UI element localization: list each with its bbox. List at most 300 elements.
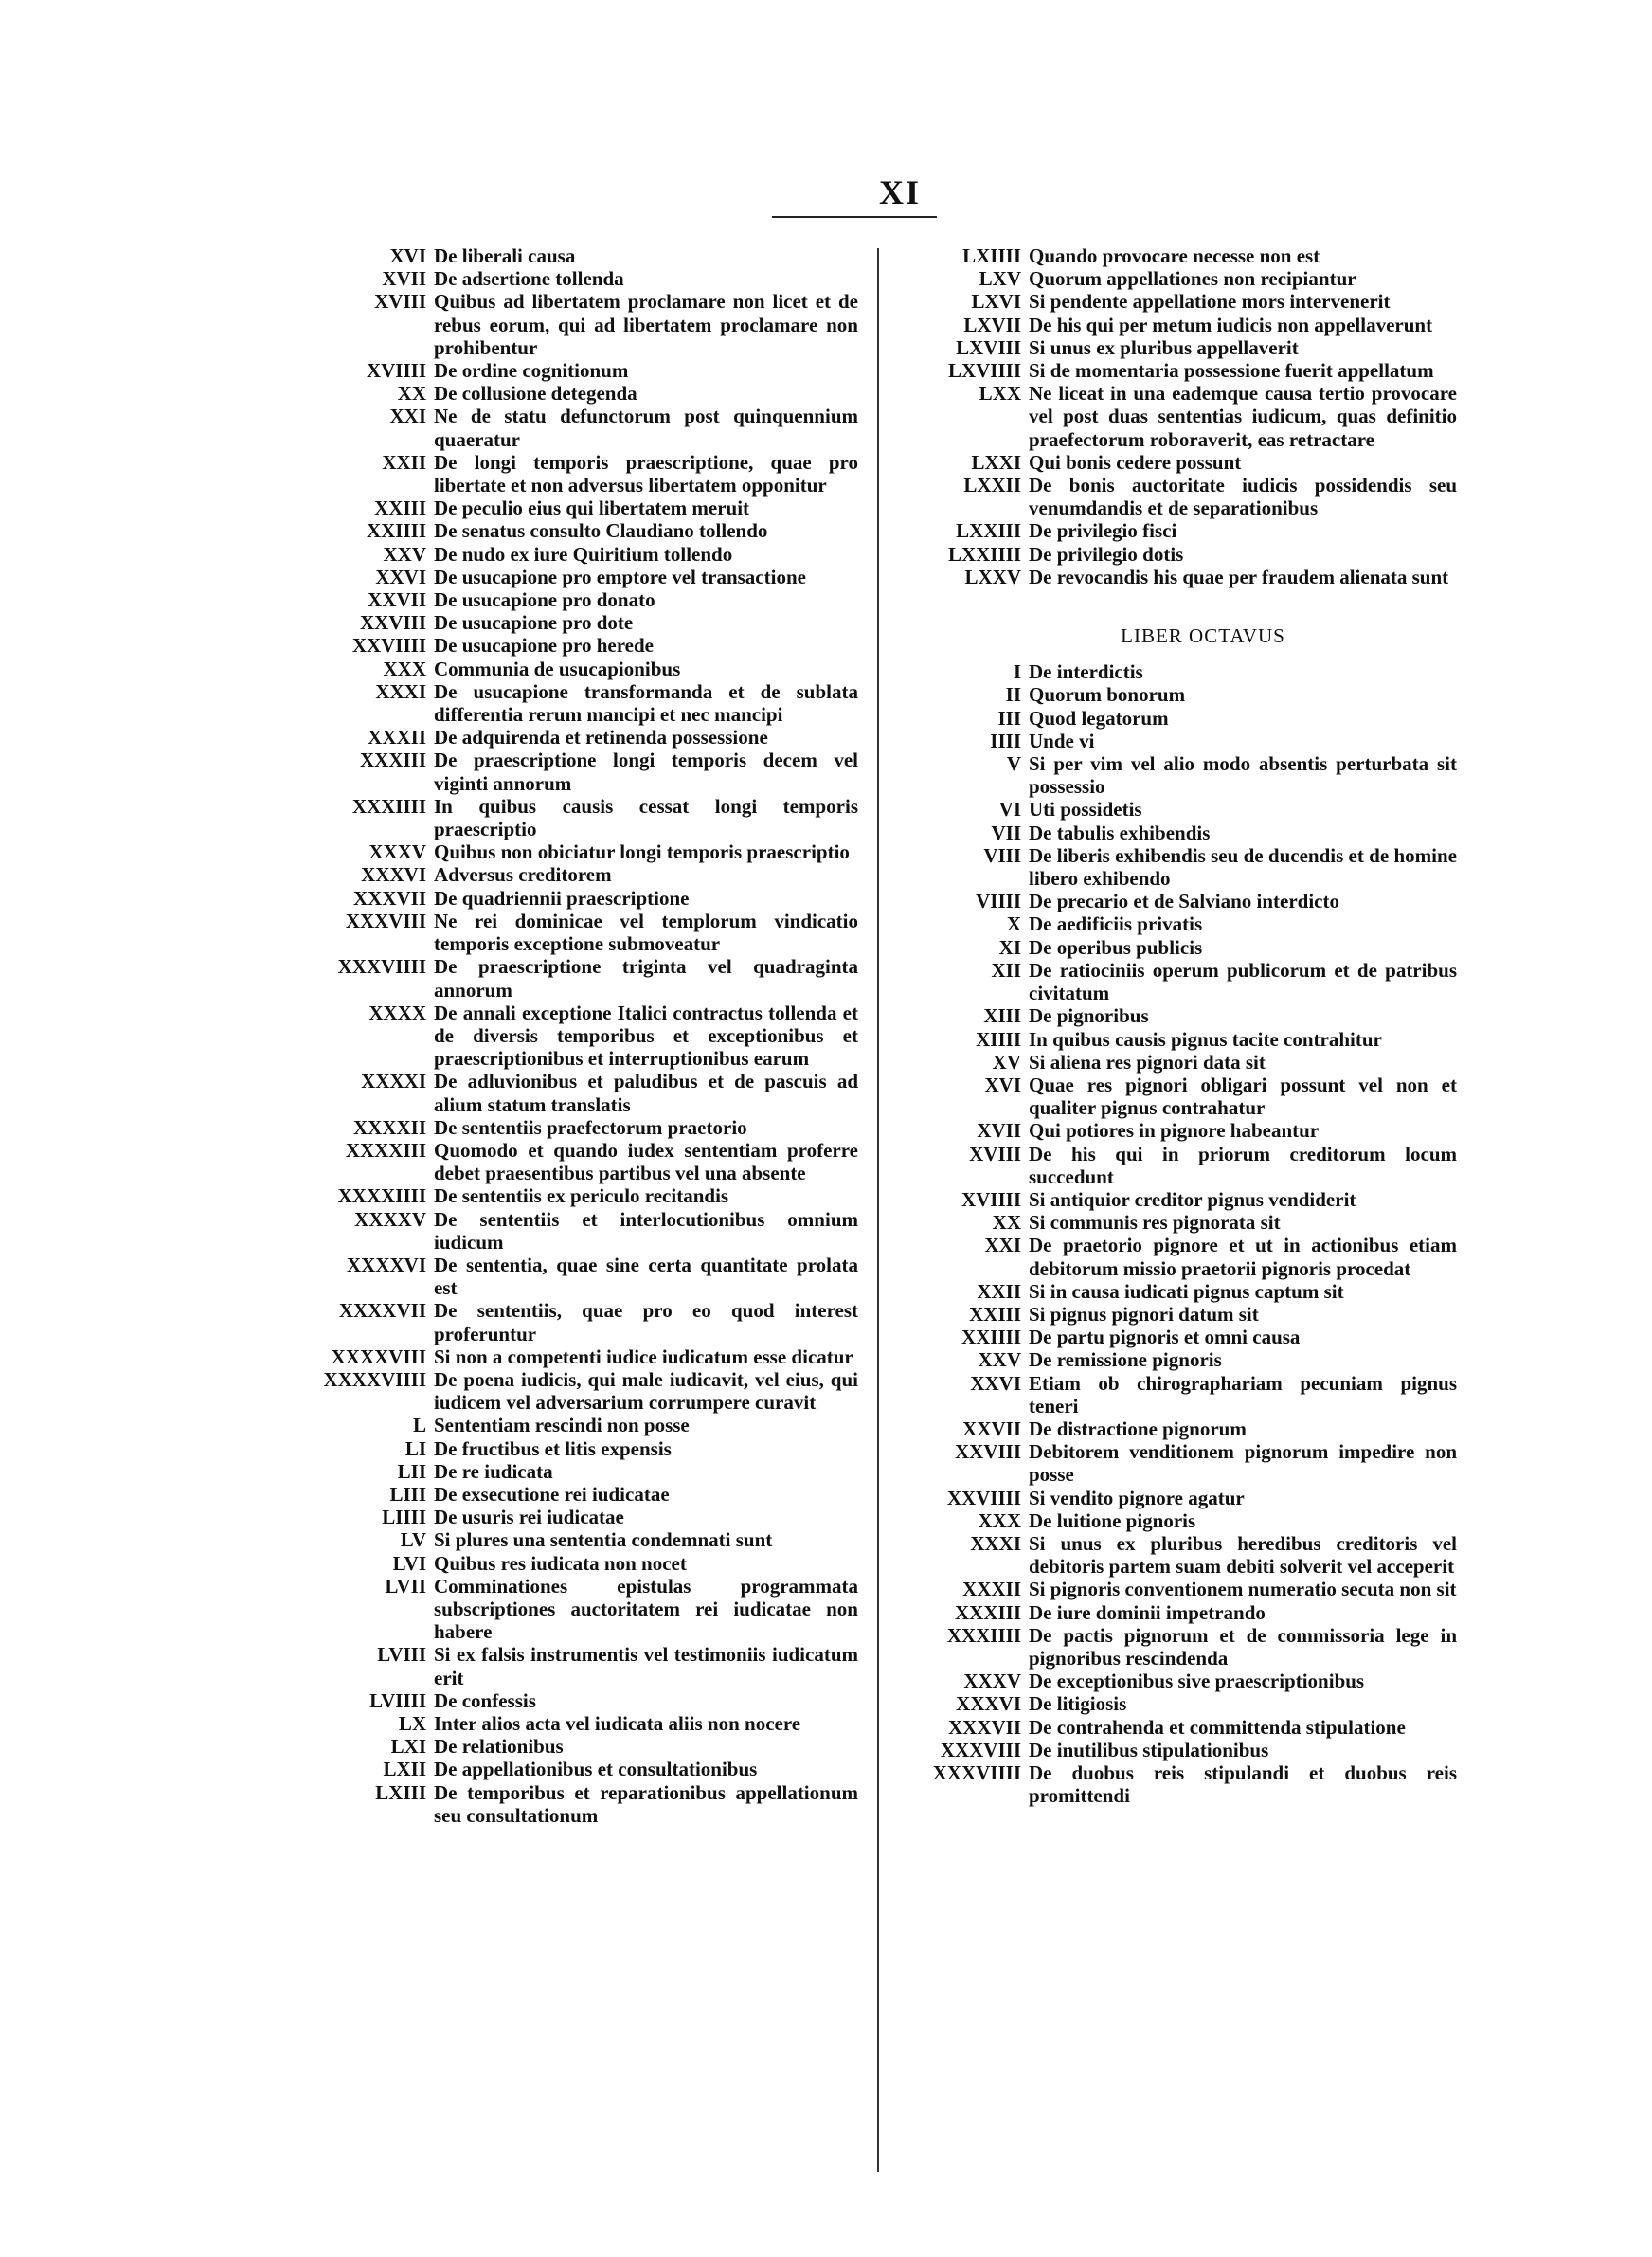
entry-title: De usuris rei iudicatae	[434, 1506, 624, 1529]
entry-number: XXXV	[963, 1670, 1021, 1693]
entry-number: LXVIIII	[947, 359, 1021, 383]
entry-title: Comminationes epistulas programmata subscriptiones auctoritatem rei iudicatae non habere	[434, 1574, 858, 1644]
toc-entry	[284, 1460, 858, 1483]
header-rule	[772, 216, 937, 218]
toc-entry	[284, 863, 858, 886]
toc-entry	[284, 658, 858, 680]
right-column	[892, 244, 1457, 1807]
entry-title: De remissione pignoris	[1029, 1348, 1222, 1372]
entry-title: De praetorio pignore et ut in actionibus etiam debitorum missio praetorii pignoris procedat	[1029, 1234, 1457, 1280]
toc-entry	[284, 1208, 858, 1254]
entry-number: LII	[397, 1459, 426, 1483]
entry-number: XXXXVIIII	[323, 1367, 426, 1391]
entry-title: De aedificiis privatis	[1029, 912, 1203, 936]
entry-number: LI	[404, 1436, 426, 1460]
entry-number: LVIII	[377, 1643, 426, 1667]
entry-title: De ordine cognitionum	[434, 359, 629, 383]
entry-title: De adquirenda et retinenda possessione	[434, 726, 768, 749]
toc-entry	[892, 244, 1457, 267]
entry-title: De praescriptione longi temporis decem vel viginti annorum	[434, 749, 858, 795]
liber-octavus-list	[892, 660, 1457, 1807]
toc-entry	[892, 1716, 1457, 1739]
entry-title: De appellationibus et consultationibus	[434, 1758, 758, 1781]
entry-title: De nudo ex iure Quiritium tollendo	[434, 542, 733, 566]
entry-title: Si non a competenti iudice iudicatum esse dicatur	[434, 1345, 853, 1368]
toc-entry	[284, 749, 858, 794]
entry-title: Adversus creditorem	[434, 863, 612, 887]
entry-title: Ne liceat in una eademque causa tertio provocare vel post duas sententias iudicum, quas definitio praefectorum roboraverit, eas retractare	[1029, 382, 1457, 451]
toc-entry	[284, 1758, 858, 1780]
entry-number: XXV	[383, 542, 426, 566]
toc-entry	[892, 474, 1457, 519]
entry-number: LV	[400, 1528, 426, 1552]
entry-number: XXIIII	[961, 1326, 1021, 1349]
toc-entry	[892, 730, 1457, 752]
toc-entry	[892, 707, 1457, 730]
toc-entry	[284, 267, 858, 290]
entry-title: De liberali causa	[434, 244, 576, 267]
toc-entry	[284, 1552, 858, 1575]
entry-number: XXXXV	[354, 1207, 426, 1231]
entry-title: De poena iudicis, qui male iudicavit, vel eius, qui iudicem vel adversarium corrumpere curavit	[434, 1367, 858, 1415]
entry-number: XXI	[389, 405, 426, 428]
toc-entry	[892, 1739, 1457, 1761]
entry-title: De pignoribus	[1029, 1004, 1149, 1028]
entry-title: Si plures una sententia condemnati sunt	[434, 1528, 773, 1552]
toc-entry	[892, 1509, 1457, 1532]
entry-title: De sententiis praefectorum praetorio	[434, 1115, 747, 1139]
entry-number: X	[1006, 912, 1021, 936]
toc-entry	[892, 912, 1457, 935]
entry-number: LXII	[383, 1758, 426, 1781]
toc-entry	[284, 634, 858, 657]
toc-entry	[892, 1440, 1457, 1486]
entry-title: Quae res pignori obligari possunt vel non et qualiter pignus contrahatur	[1029, 1073, 1457, 1120]
entry-title: In quibus causis cessat longi temporis praescriptio	[434, 794, 858, 841]
entry-title: Si aliena res pignori data sit	[1029, 1050, 1266, 1074]
entry-title: De his qui in priorum creditorum locum succedunt	[1029, 1142, 1457, 1188]
entry-number: II	[1005, 683, 1021, 707]
entry-title: De praescriptione triginta vel quadraginta annorum	[434, 955, 858, 1002]
toc-entry	[892, 290, 1457, 313]
entry-number: XXXI	[375, 679, 426, 703]
entry-number: XIIII	[976, 1027, 1021, 1051]
entry-title: Si ex falsis instrumentis vel testimoniis iudicatum erit	[434, 1643, 858, 1689]
toc-entry	[284, 1735, 858, 1758]
entry-title: De revocandis his quae per fraudem alienata sunt	[1029, 565, 1449, 588]
entry-number: V	[1006, 752, 1021, 776]
toc-entry	[284, 1139, 858, 1184]
liber-heading: LIBER OCTAVUS	[1121, 624, 1285, 648]
toc-entry	[284, 1184, 858, 1207]
entry-title: Quorum appellationes non recipiantur	[1029, 267, 1356, 291]
entry-number: XXXXIIII	[337, 1184, 426, 1208]
toc-entry	[892, 936, 1457, 959]
entry-number: XXVI	[375, 565, 426, 588]
toc-entry	[284, 290, 858, 359]
entry-number: XXXXVI	[347, 1253, 426, 1276]
entry-number: LX	[398, 1712, 426, 1735]
toc-entry	[892, 1234, 1457, 1279]
toc-entry	[284, 519, 858, 542]
toc-entry	[892, 1303, 1457, 1326]
entry-title: De collusione detegenda	[434, 382, 637, 406]
entry-title: Quorum bonorum	[1029, 683, 1186, 707]
entry-number: XXXVIIII	[337, 955, 426, 979]
entry-title: De distractione pignorum	[1029, 1417, 1247, 1440]
toc-entry	[284, 244, 858, 267]
entry-title: De interdictis	[1029, 660, 1143, 684]
entry-title: Quomodo et quando iudex sententiam proferre debet praesentibus partibus vel una absente	[434, 1138, 858, 1185]
entry-number: XXXIII	[954, 1600, 1021, 1624]
toc-entry	[284, 1483, 858, 1506]
entry-number: XX	[397, 382, 426, 406]
entry-title: Quando provocare necesse non est	[1029, 244, 1320, 267]
entry-number: LXXI	[971, 450, 1021, 474]
entry-number: XXI	[984, 1234, 1021, 1257]
entry-number: XXII	[977, 1279, 1021, 1303]
entry-title: De usucapione pro dote	[434, 611, 634, 635]
entry-title: De precario et de Salviano interdicto	[1029, 890, 1339, 913]
entry-number: LXI	[390, 1735, 426, 1759]
entry-title: Etiam ob chirographariam pecuniam pignus teneri	[1029, 1371, 1457, 1417]
entry-number: XXXV	[368, 840, 426, 864]
entry-number: XXIII	[374, 497, 426, 520]
entry-title: Quibus non obiciatur longi temporis praescriptio	[434, 840, 850, 864]
entry-title: De operibus publicis	[1029, 935, 1203, 959]
toc-entry	[284, 382, 858, 405]
toc-entry	[284, 1116, 858, 1139]
toc-entry	[892, 566, 1457, 588]
entry-number: XXXIIII	[946, 1623, 1021, 1647]
entry-number: XXXXVII	[338, 1299, 426, 1323]
entry-number: LXVI	[971, 290, 1021, 314]
entry-number: LXVIII	[956, 335, 1021, 359]
toc-entry	[284, 1414, 858, 1436]
entry-number: XVII	[382, 267, 426, 291]
toc-entry	[892, 798, 1457, 821]
entry-title: De sententiis, quae pro eo quod interest proferuntur	[434, 1299, 858, 1345]
entry-title: De luitione pignoris	[1029, 1508, 1196, 1532]
entry-number: XXXXVIII	[331, 1345, 426, 1368]
toc-entry	[892, 660, 1457, 683]
entry-number: XI	[998, 935, 1021, 959]
entry-title: Sententiam rescindi non posse	[434, 1414, 690, 1437]
toc-entry	[284, 1528, 858, 1551]
toc-entry	[892, 382, 1457, 451]
entry-number: XIII	[983, 1004, 1021, 1028]
entry-title: Si unus ex pluribus heredibus creditoris vel debitoris partem suam debiti solverit vel acceperit	[1029, 1531, 1457, 1579]
toc-entry	[892, 890, 1457, 912]
entry-title: De annali exceptione Italici contractus tollenda et de diversis temporibus et exceptionibus et praescriptionibus et interruptionibus earum	[434, 1001, 858, 1071]
entry-number: XXXX	[368, 1001, 426, 1024]
toc-entry	[892, 1143, 1457, 1188]
entry-title: De adsertione tollenda	[434, 267, 624, 291]
entry-number: XXXXIII	[345, 1138, 426, 1162]
entry-title: Si vendito pignore agatur	[1029, 1486, 1245, 1509]
toc-entry	[284, 588, 858, 611]
entry-number: LXXV	[964, 565, 1021, 588]
entry-number: LXXIIII	[947, 542, 1021, 566]
entry-number: XVI	[389, 244, 426, 267]
toc-entry	[284, 910, 858, 955]
entry-title: Communia de usucapionibus	[434, 657, 681, 680]
entry-title: De his qui per metum iudicis non appellaverunt	[1029, 313, 1433, 336]
toc-entry	[892, 1280, 1457, 1303]
entry-title: De longi temporis praescriptione, quae pro libertate et non adversus libertatem opponitur	[434, 450, 858, 497]
entry-number: LVI	[392, 1551, 426, 1575]
toc-entry	[892, 844, 1457, 890]
toc-entry	[892, 314, 1457, 336]
entry-number: XXXXI	[361, 1070, 426, 1093]
entry-number: XVIIII	[961, 1187, 1021, 1211]
toc-entry	[892, 1532, 1457, 1578]
toc-entry	[892, 1624, 1457, 1670]
entry-number: XVII	[977, 1119, 1021, 1143]
entry-title: Si unus ex pluribus appellaverit	[1029, 335, 1299, 359]
toc-entry	[284, 840, 858, 863]
entry-number: LXXII	[963, 474, 1021, 497]
entry-number: XXXII	[368, 726, 426, 749]
entry-number: I	[1013, 660, 1021, 684]
entry-title: De quadriennii praescriptione	[434, 886, 690, 910]
toc-entry	[284, 611, 858, 634]
entry-number: XXVII	[962, 1417, 1021, 1440]
toc-entry	[892, 683, 1457, 706]
page-number: XI	[878, 173, 921, 211]
entry-title: Si pignoris conventionem numeratio secuta non sit	[1029, 1578, 1457, 1601]
entry-number: VII	[991, 821, 1021, 844]
entry-number: LXV	[979, 267, 1021, 291]
entry-title: De usucapione pro herede	[434, 634, 654, 658]
toc-entry	[892, 1761, 1457, 1807]
entry-number: XXXI	[970, 1531, 1021, 1555]
toc-entry	[284, 1437, 858, 1460]
entry-number: XV	[992, 1050, 1021, 1074]
toc-entry	[892, 1348, 1457, 1371]
entry-title: Si antiquior creditor pignus vendiderit	[1029, 1187, 1356, 1211]
entry-number: XXX	[978, 1508, 1021, 1532]
entry-number: XXXVII	[352, 886, 426, 910]
entry-title: Si de momentaria possessione fuerit appellatum	[1029, 359, 1434, 383]
entry-title: De privilegio fisci	[1029, 519, 1177, 543]
entry-number: XXXVI	[361, 863, 426, 887]
toc-entry	[284, 359, 858, 382]
entry-number: XXVI	[970, 1371, 1021, 1395]
toc-entry	[284, 1506, 858, 1528]
entry-number: LIII	[389, 1482, 426, 1506]
entry-title: Si per vim vel alio modo absentis perturbata sit possessio	[1029, 752, 1457, 799]
toc-entry	[284, 1575, 858, 1644]
toc-entry	[892, 752, 1457, 798]
toc-entry	[892, 822, 1457, 844]
toc-entry	[892, 1578, 1457, 1600]
toc-entry	[892, 1004, 1457, 1027]
entry-number: LXIII	[375, 1780, 426, 1804]
toc-entry	[892, 1326, 1457, 1348]
toc-entry	[892, 1670, 1457, 1692]
toc-entry	[284, 1002, 858, 1071]
entry-title: Qui potiores in pignore habeantur	[1029, 1119, 1320, 1143]
entry-title: De inutilibus stipulationibus	[1029, 1738, 1269, 1761]
toc-entry	[284, 1254, 858, 1299]
entry-title: De usucapione pro emptore vel transactione	[434, 565, 806, 588]
toc-entry	[284, 1345, 858, 1368]
entry-number: LXIIII	[962, 244, 1021, 267]
toc-entry	[284, 1368, 858, 1414]
toc-entry	[284, 1643, 858, 1688]
entry-number: XXV	[978, 1348, 1021, 1372]
entry-number: LVII	[385, 1574, 426, 1598]
entry-number: VIIII	[976, 890, 1021, 913]
toc-entry	[284, 1299, 858, 1345]
entry-number: XXXVII	[947, 1715, 1021, 1739]
entry-number: XX	[992, 1211, 1021, 1235]
entry-number: LXX	[979, 382, 1021, 406]
entry-title: Ne de statu defunctorum post quinquennium quaeratur	[434, 405, 858, 451]
left-column	[284, 244, 858, 1827]
toc-entry	[284, 887, 858, 910]
toc-entry	[892, 543, 1457, 566]
toc-entry	[892, 1372, 1457, 1417]
entry-number: III	[997, 706, 1021, 730]
entry-number: XXVIII	[954, 1440, 1021, 1464]
toc-entry	[284, 451, 858, 497]
column-divider	[877, 248, 879, 2172]
entry-title: De partu pignoris et omni causa	[1029, 1326, 1301, 1349]
toc-entry	[892, 1601, 1457, 1624]
entry-number: XXVIIII	[351, 634, 426, 658]
entry-number: XXVII	[368, 588, 426, 612]
entry-number: XXII	[382, 450, 426, 474]
entry-number: XXXVI	[956, 1692, 1021, 1716]
entry-number: XXXVIIII	[932, 1761, 1021, 1784]
entry-title: De fructibus et litis expensis	[434, 1436, 672, 1460]
entry-number: XVIIII	[366, 359, 426, 383]
entry-number: LIIII	[382, 1506, 426, 1529]
entry-number: XXVIIII	[946, 1486, 1021, 1509]
entry-title: De litigiosis	[1029, 1692, 1127, 1716]
toc-entry	[892, 1051, 1457, 1074]
entry-number: XXVIII	[359, 611, 426, 635]
toc-entry	[892, 1487, 1457, 1509]
toc-entry	[284, 497, 858, 519]
entry-title: De iure dominii impetrando	[1029, 1600, 1266, 1624]
entry-title: De pactis pignorum et de commissoria lege in pignoribus rescindenda	[1029, 1623, 1457, 1670]
entry-number: XXXVIII	[345, 909, 426, 932]
entry-title: De adluvionibus et paludibus et de pascuis ad alium statum translatis	[434, 1070, 858, 1116]
entry-title: De exsecutione rei iudicatae	[434, 1482, 670, 1506]
entry-title: De ratiociniis operum publicorum et de patribus civitatum	[1029, 958, 1457, 1005]
toc-entry	[284, 566, 858, 588]
entry-number: IIII	[990, 729, 1021, 752]
toc-entry	[892, 359, 1457, 382]
entry-title: Si communis res pignorata sit	[1029, 1211, 1281, 1235]
entry-title: De liberis exhibendis seu de ducendis et de homine libero exhibendo	[1029, 843, 1457, 891]
toc-entry	[892, 1417, 1457, 1440]
entry-title: Qui bonis cedere possunt	[1029, 450, 1242, 474]
toc-entry	[892, 1074, 1457, 1119]
entry-title: Ne rei dominicae vel templorum vindicatio temporis exceptione submoveatur	[434, 909, 858, 956]
entry-number: L	[412, 1414, 426, 1437]
entry-number: XXXXII	[352, 1115, 426, 1139]
toc-entry	[892, 1028, 1457, 1051]
toc-entry	[892, 1188, 1457, 1211]
entry-number: XXIII	[969, 1302, 1021, 1326]
toc-entry	[284, 680, 858, 726]
entry-number: VIII	[983, 843, 1021, 867]
toc-entry	[284, 1070, 858, 1115]
toc-entry	[892, 336, 1457, 359]
entry-number: XVIII	[969, 1142, 1021, 1165]
entry-title: De privilegio dotis	[1029, 542, 1184, 566]
entry-number: XXXVIII	[940, 1738, 1021, 1761]
entry-number: LVIIII	[369, 1688, 426, 1712]
entry-number: XXX	[383, 657, 426, 680]
entry-number: VI	[998, 798, 1021, 822]
toc-entry	[892, 1211, 1457, 1234]
entry-title: De sententiis ex periculo recitandis	[434, 1184, 729, 1208]
entry-number: XXXIIII	[351, 794, 426, 818]
entry-number: LXVII	[963, 313, 1021, 336]
toc-entry	[284, 1781, 858, 1827]
toc-entry	[284, 795, 858, 840]
entry-title: De bonis auctoritate iudicis possidendis seu venumdandis et de separationibus	[1029, 474, 1457, 520]
entry-number: XXIIII	[366, 519, 426, 543]
entry-title: De sententiis et interlocutionibus omnium iudicum	[434, 1207, 858, 1254]
entry-number: XXXII	[962, 1578, 1021, 1601]
entry-title: Uti possidetis	[1029, 798, 1142, 822]
entry-number: XXXIII	[359, 749, 426, 772]
entry-title: De relationibus	[434, 1735, 564, 1759]
entry-title: De temporibus et reparationibus appellationum seu consultationum	[434, 1780, 858, 1827]
entry-title: De re iudicata	[434, 1459, 553, 1483]
toc-entry	[284, 726, 858, 749]
entry-title: Quod legatorum	[1029, 706, 1169, 730]
entry-title: De tabulis exhibendis	[1029, 821, 1211, 844]
toc-entry	[892, 1692, 1457, 1715]
entry-title: Si pignus pignori datum sit	[1029, 1302, 1259, 1326]
toc-entry	[892, 451, 1457, 474]
toc-entry	[892, 959, 1457, 1004]
toc-entry	[284, 955, 858, 1001]
entry-number: XII	[991, 958, 1021, 982]
entry-number: LXXIII	[956, 519, 1021, 543]
toc-entry	[284, 543, 858, 566]
entry-title: Si in causa iudicati pignus captum sit	[1029, 1279, 1344, 1303]
entry-title: Quibus ad libertatem proclamare non licet et de rebus eorum, qui ad libertatem proclamare non prohibentur	[434, 290, 858, 359]
toc-entry	[892, 519, 1457, 542]
entry-title: De duobus reis stipulandi et duobus reis promittendi	[1029, 1761, 1457, 1808]
entry-title: De senatus consulto Claudiano tollendo	[434, 519, 768, 543]
entry-title: De sententia, quae sine certa quantitate prolata est	[434, 1253, 858, 1300]
entry-title: De contrahenda et committenda stipulatione	[1029, 1715, 1406, 1739]
toc-entry	[892, 267, 1457, 290]
entry-number: XVIII	[374, 290, 426, 314]
toc-entry	[284, 405, 858, 450]
entry-title: Debitorem venditionem pignorum impedire non posse	[1029, 1440, 1457, 1487]
toc-entry	[892, 1119, 1457, 1142]
entry-title: In quibus causis pignus tacite contrahitur	[1029, 1027, 1382, 1051]
entry-title: Inter alios acta vel iudicata aliis non nocere	[434, 1712, 801, 1735]
entry-number: XVI	[984, 1073, 1021, 1096]
entry-title: De peculio eius qui libertatem meruit	[434, 497, 750, 520]
entry-title: De exceptionibus sive praescriptionibus	[1029, 1670, 1365, 1693]
entry-title: Quibus res iudicata non nocet	[434, 1551, 687, 1575]
toc-entry	[284, 1712, 858, 1735]
entry-title: De usucapione transformanda et de sublata differentia rerum mancipi et nec mancipi	[434, 679, 858, 727]
entry-title: De confessis	[434, 1688, 536, 1712]
